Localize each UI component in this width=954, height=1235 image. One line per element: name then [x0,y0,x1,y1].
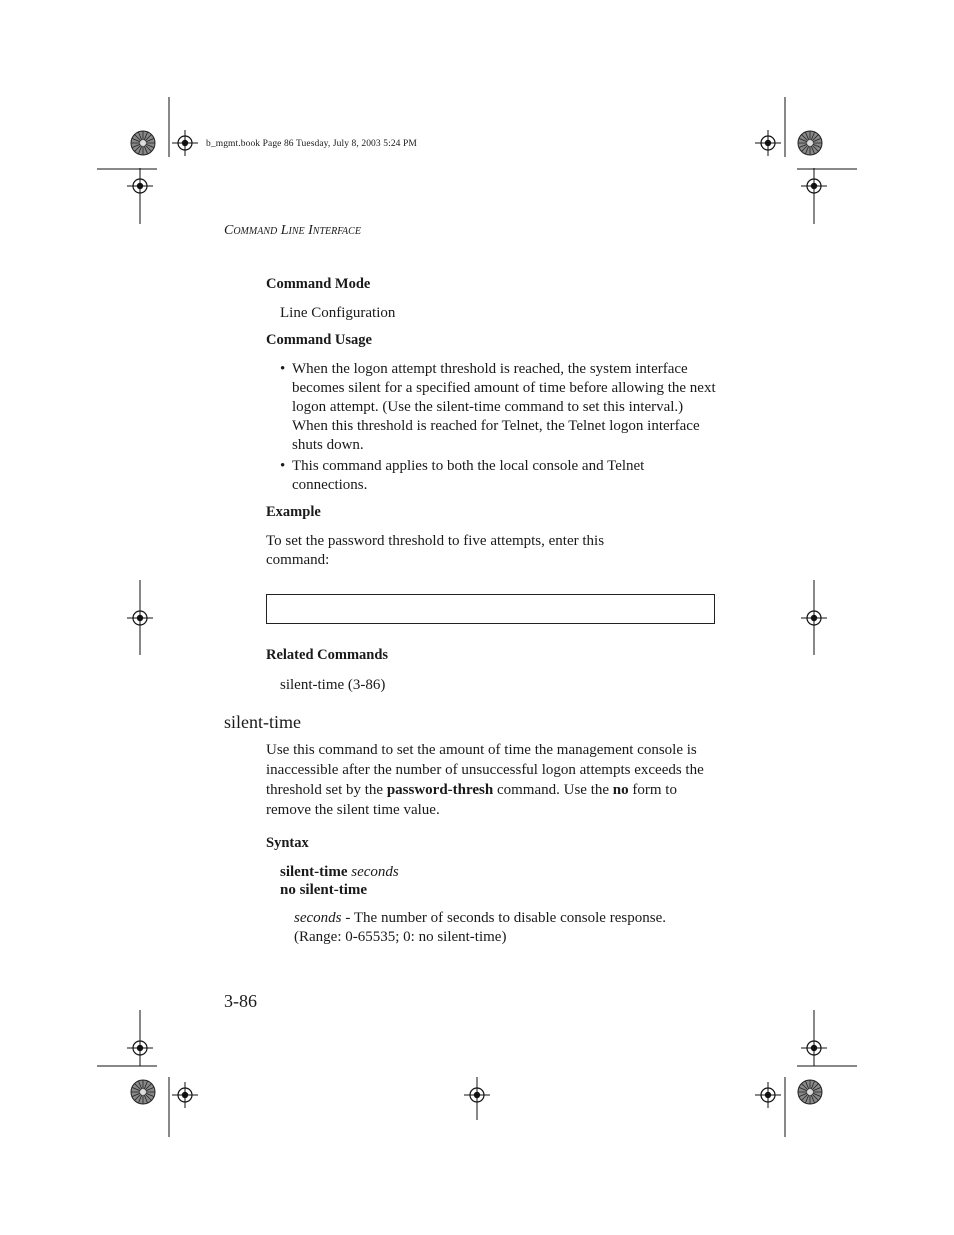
section-description [266,740,706,820]
bullet-glyph: • [280,458,286,474]
example-code-box [266,594,715,624]
running-head: Command Line Interface [224,223,361,238]
command-mode-value: Line Configuration [280,305,396,321]
desc-no-keyword: no [612,782,629,798]
syntax-command: silent-time [280,864,348,880]
syntax-line-1 [280,863,399,882]
syntax-line-2: no silent-time [280,882,368,898]
command-usage-heading: Command Usage [266,332,372,348]
desc-text: command. Use the [493,782,613,798]
desc-text: form to remove the silent time value. [266,782,677,818]
param-name: seconds [294,910,342,926]
list-item-text: When the logon attempt threshold is reached, the system interface becomes silent for a specified amount of time before allowing the next logon attempt. (Use the silent-time command to set this interval.) When this threshold is reached for Telnet, the Telnet logon interface shuts down. [292,361,716,453]
command-mode-heading: Command Mode [266,276,371,292]
list-item [280,360,720,455]
syntax-param: seconds [351,864,399,880]
bullet-glyph: • [280,361,286,377]
related-commands-heading: Related Commands [266,647,389,663]
print-slug: b_mgmt.book Page 86 Tuesday, July 8, 2003 5:24 PM [206,139,417,149]
page-number: 3-86 [224,991,257,1011]
desc-command-name: password-thresh [386,782,494,798]
list-item [280,457,720,495]
param-desc: - The number of seconds to disable console response. (Range: 0-65535; 0: no silent-time) [294,910,666,946]
list-item-text: This command applies to both the local console and Telnet connections. [292,458,645,493]
command-usage-list [280,360,720,497]
section-title: silent-time [224,712,301,732]
related-commands-value: silent-time (3-86) [280,677,386,693]
desc-text: Use this command to set the amount of time the management console is inaccessible after the number of unsuccessful logon attempts exceeds the threshold set by the [266,742,704,798]
syntax-param-description [294,909,666,947]
example-text: To set the password threshold to five attempts, enter this command: [266,533,605,569]
example-heading: Example [266,504,321,520]
syntax-heading: Syntax [266,835,309,851]
